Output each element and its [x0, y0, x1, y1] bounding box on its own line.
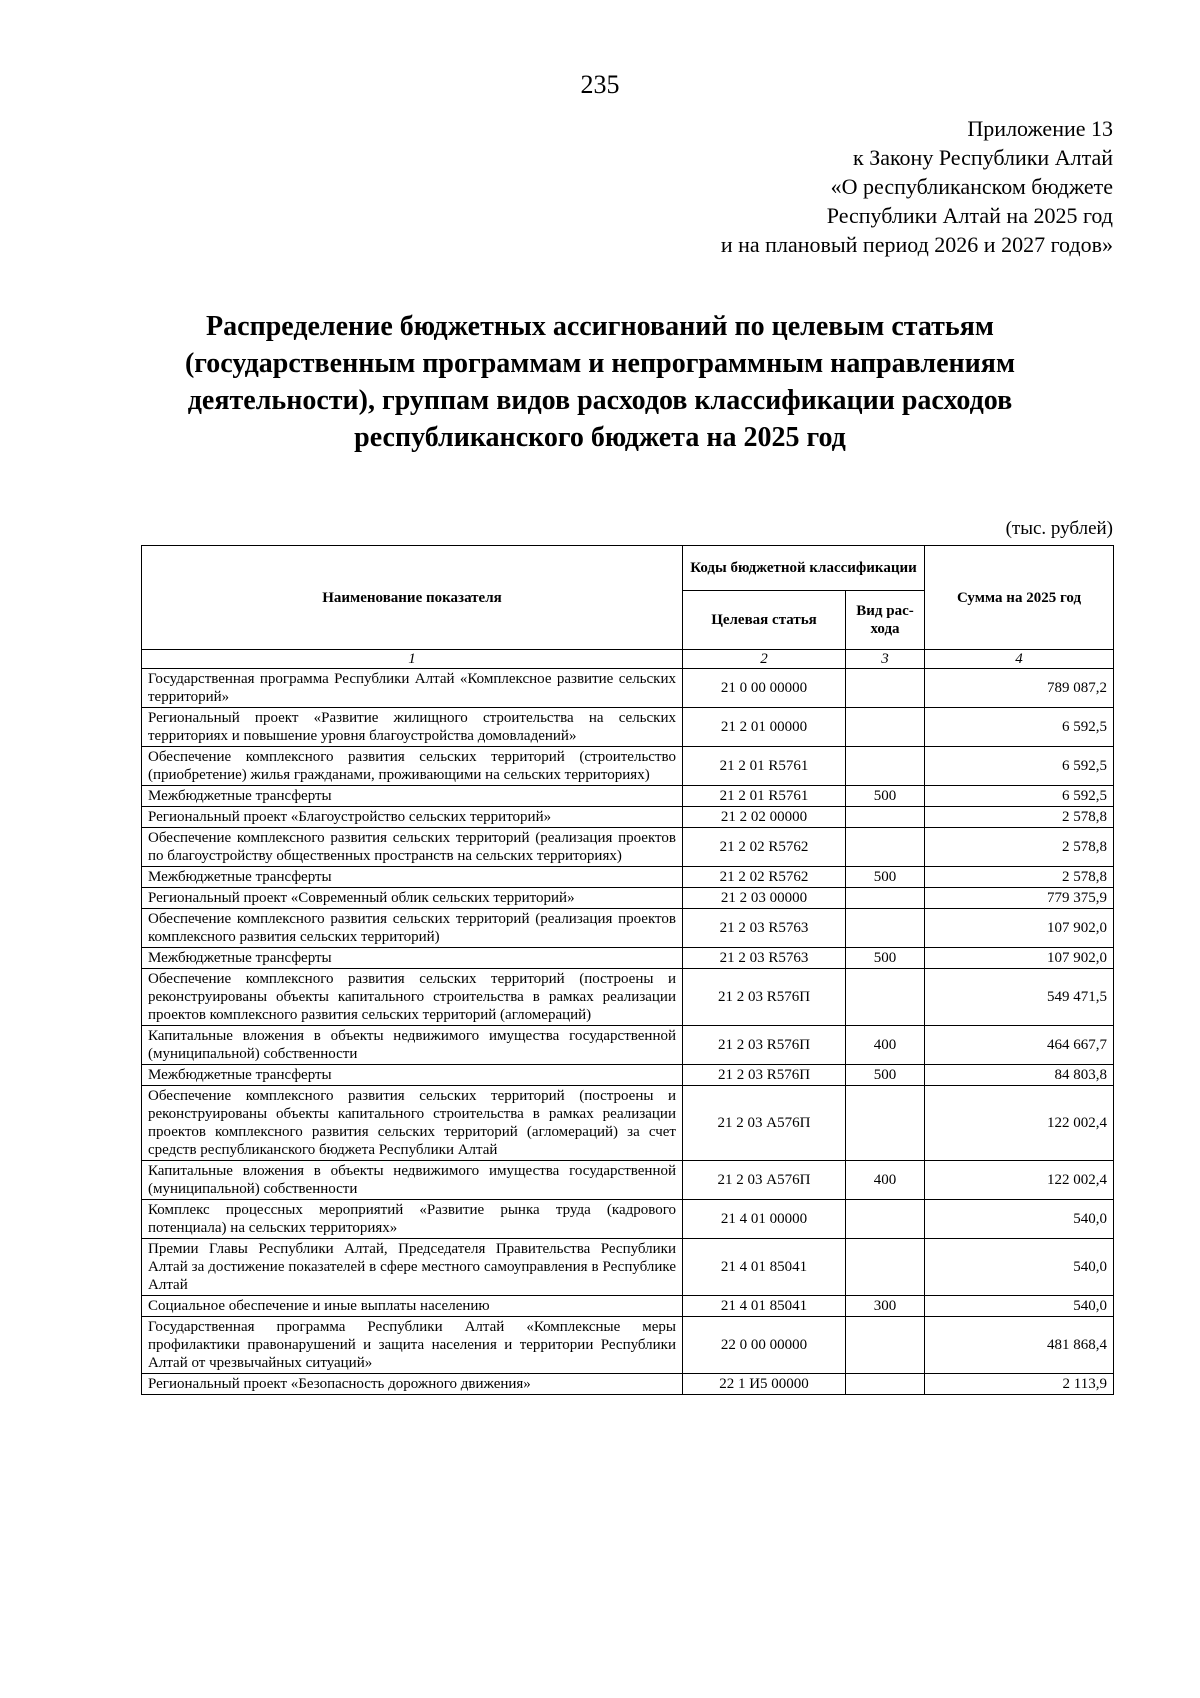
row-target-article: 22 1 И5 00000	[683, 1374, 846, 1395]
row-name: Межбюджетные трансферты	[142, 867, 683, 888]
row-expense-kind: 300	[846, 1296, 925, 1317]
row-expense-kind	[846, 1200, 925, 1239]
column-number: 4	[925, 650, 1114, 669]
header-sum: Сумма на 2025 год	[925, 546, 1114, 650]
row-sum: 84 803,8	[925, 1065, 1114, 1086]
row-expense-kind	[846, 1374, 925, 1395]
header-name: Наименование показателя	[142, 546, 683, 650]
appendix-line: «О республиканском бюджете	[830, 174, 1113, 199]
table-row	[142, 969, 1114, 1026]
row-target-article: 21 4 01 00000	[683, 1200, 846, 1239]
row-target-article: 21 2 03 R576П	[683, 1026, 846, 1065]
row-name: Межбюджетные трансферты	[142, 1065, 683, 1086]
column-number: 3	[846, 650, 925, 669]
row-expense-kind	[846, 669, 925, 708]
title-line: деятельности), группам видов расходов классификации расходов	[187, 385, 1013, 416]
row-expense-kind	[846, 828, 925, 867]
row-name: Комплекс процессных мероприятий «Развитие рынка труда (кадрового потенциала) на сельских территориях»	[142, 1200, 683, 1239]
row-target-article: 21 2 02 R5762	[683, 828, 846, 867]
row-sum: 122 002,4	[925, 1086, 1114, 1161]
row-expense-kind	[846, 807, 925, 828]
row-expense-kind	[846, 909, 925, 948]
table-row	[142, 909, 1114, 948]
header-target-article: Целевая статья	[683, 591, 846, 650]
appendix-header	[721, 114, 1113, 259]
row-target-article: 21 2 03 R5763	[683, 909, 846, 948]
table-row	[142, 867, 1114, 888]
header-expense-kind: Вид рас-хода	[846, 591, 925, 650]
row-sum: 2 578,8	[925, 828, 1114, 867]
row-target-article: 21 2 03 А576П	[683, 1161, 846, 1200]
row-name: Премии Главы Республики Алтай, Председателя Правительства Республики Алтай за достижение показателей в сфере местного самоуправления в Республике Алтай	[142, 1239, 683, 1296]
row-name: Государственная программа Республики Алтай «Комплексные меры профилактики правонарушений и защита населения и территории Республики Алтай от чрезвычайных ситуаций»	[142, 1317, 683, 1374]
table-row	[142, 948, 1114, 969]
table-row	[142, 1161, 1114, 1200]
row-target-article: 21 2 03 R5763	[683, 948, 846, 969]
row-expense-kind: 500	[846, 867, 925, 888]
row-sum: 2 578,8	[925, 867, 1114, 888]
row-sum: 540,0	[925, 1296, 1114, 1317]
row-expense-kind: 500	[846, 948, 925, 969]
table-row	[142, 888, 1114, 909]
table-row	[142, 1317, 1114, 1374]
row-target-article: 21 2 01 R5761	[683, 747, 846, 786]
table-row	[142, 747, 1114, 786]
page-number: 235	[580, 70, 620, 99]
row-target-article: 22 0 00 00000	[683, 1317, 846, 1374]
row-target-article: 21 4 01 85041	[683, 1296, 846, 1317]
row-name: Региональный проект «Современный облик сельских территорий»	[142, 888, 683, 909]
row-target-article: 21 2 02 00000	[683, 807, 846, 828]
row-target-article: 21 2 03 R576П	[683, 1065, 846, 1086]
row-name: Обеспечение комплексного развития сельских территорий (строительство (приобретение) жилья гражданами, проживающими на сельских территориях)	[142, 747, 683, 786]
row-name: Региональный проект «Развитие жилищного строительства на сельских территориях и повышение уровня благоустройства домовладений»	[142, 708, 683, 747]
row-name: Капитальные вложения в объекты недвижимого имущества государственной (муниципальной) собственности	[142, 1161, 683, 1200]
table-row	[142, 1200, 1114, 1239]
row-target-article: 21 2 03 А576П	[683, 1086, 846, 1161]
row-sum: 2 113,9	[925, 1374, 1114, 1395]
column-number: 2	[683, 650, 846, 669]
table-row	[142, 1086, 1114, 1161]
row-expense-kind: 400	[846, 1026, 925, 1065]
appendix-line: и на плановый период 2026 и 2027 годов»	[720, 232, 1113, 257]
row-expense-kind: 500	[846, 1065, 925, 1086]
document-title	[100, 308, 1100, 456]
column-number: 1	[142, 650, 683, 669]
row-target-article: 21 4 01 85041	[683, 1239, 846, 1296]
appendix-line: Приложение 13	[967, 116, 1113, 141]
row-sum: 107 902,0	[925, 909, 1114, 948]
row-expense-kind	[846, 708, 925, 747]
table-row	[142, 1296, 1114, 1317]
row-name: Межбюджетные трансферты	[142, 948, 683, 969]
row-name: Обеспечение комплексного развития сельских территорий (построены и реконструированы объекты капитального строительства в рамках реализации проектов комплексного развития сельских территорий (агломераций)	[142, 969, 683, 1026]
table-row	[142, 1239, 1114, 1296]
row-sum: 540,0	[925, 1200, 1114, 1239]
row-expense-kind	[846, 888, 925, 909]
row-sum: 540,0	[925, 1239, 1114, 1296]
row-name: Капитальные вложения в объекты недвижимого имущества государственной (муниципальной) собственности	[142, 1026, 683, 1065]
row-name: Региональный проект «Благоустройство сельских территорий»	[142, 807, 683, 828]
row-name: Региональный проект «Безопасность дорожного движения»	[142, 1374, 683, 1395]
appendix-line: Республики Алтай на 2025 год	[826, 203, 1113, 228]
row-expense-kind: 400	[846, 1161, 925, 1200]
row-name: Межбюджетные трансферты	[142, 786, 683, 807]
table-row	[142, 1374, 1114, 1395]
units-label: (тыс. рублей)	[1005, 518, 1113, 539]
row-sum: 464 667,7	[925, 1026, 1114, 1065]
row-target-article: 21 2 01 00000	[683, 708, 846, 747]
row-expense-kind	[846, 1317, 925, 1374]
row-sum: 6 592,5	[925, 747, 1114, 786]
row-sum: 549 471,5	[925, 969, 1114, 1026]
row-name: Обеспечение комплексного развития сельских территорий (реализация проектов по благоустройству общественных пространств на сельских территориях)	[142, 828, 683, 867]
row-sum: 6 592,5	[925, 786, 1114, 807]
row-name: Социальное обеспечение и иные выплаты населению	[142, 1296, 683, 1317]
table-row	[142, 828, 1114, 867]
row-target-article: 21 2 02 R5762	[683, 867, 846, 888]
row-sum: 2 578,8	[925, 807, 1114, 828]
row-sum: 779 375,9	[925, 888, 1114, 909]
title-line: Распределение бюджетных ассигнований по целевым статьям	[206, 311, 994, 342]
title-line: (государственным программам и непрограммным направлениям	[184, 348, 1016, 379]
table-body	[142, 669, 1114, 1395]
table-row	[142, 1065, 1114, 1086]
row-target-article: 21 2 01 R5761	[683, 786, 846, 807]
row-sum: 122 002,4	[925, 1161, 1114, 1200]
row-target-article: 21 2 03 00000	[683, 888, 846, 909]
table-row	[142, 708, 1114, 747]
appendix-line: к Закону Республики Алтай	[853, 145, 1113, 170]
table-row	[142, 1026, 1114, 1065]
row-name: Обеспечение комплексного развития сельских территорий (построены и реконструированы объекты капитального строительства в рамках реализации проектов комплексного развития сельских территорий (агломераций) за счет средств республиканского бюджета Республики Алтай	[142, 1086, 683, 1161]
row-sum: 481 868,4	[925, 1317, 1114, 1374]
row-name: Обеспечение комплексного развития сельских территорий (реализация проектов комплексного развития сельских территорий)	[142, 909, 683, 948]
table-row	[142, 807, 1114, 828]
row-expense-kind	[846, 1239, 925, 1296]
row-expense-kind	[846, 969, 925, 1026]
table-row	[142, 669, 1114, 708]
table-row	[142, 786, 1114, 807]
row-target-article: 21 0 00 00000	[683, 669, 846, 708]
row-sum: 789 087,2	[925, 669, 1114, 708]
row-expense-kind	[846, 747, 925, 786]
header-codes-group: Коды бюджетной классификации	[683, 546, 925, 591]
row-expense-kind: 500	[846, 786, 925, 807]
row-sum: 6 592,5	[925, 708, 1114, 747]
row-sum: 107 902,0	[925, 948, 1114, 969]
title-line: республиканского бюджета на 2025 год	[354, 422, 846, 453]
row-expense-kind	[846, 1086, 925, 1161]
budget-table	[141, 545, 1114, 1395]
row-name: Государственная программа Республики Алтай «Комплексное развитие сельских территорий»	[142, 669, 683, 708]
row-target-article: 21 2 03 R576П	[683, 969, 846, 1026]
